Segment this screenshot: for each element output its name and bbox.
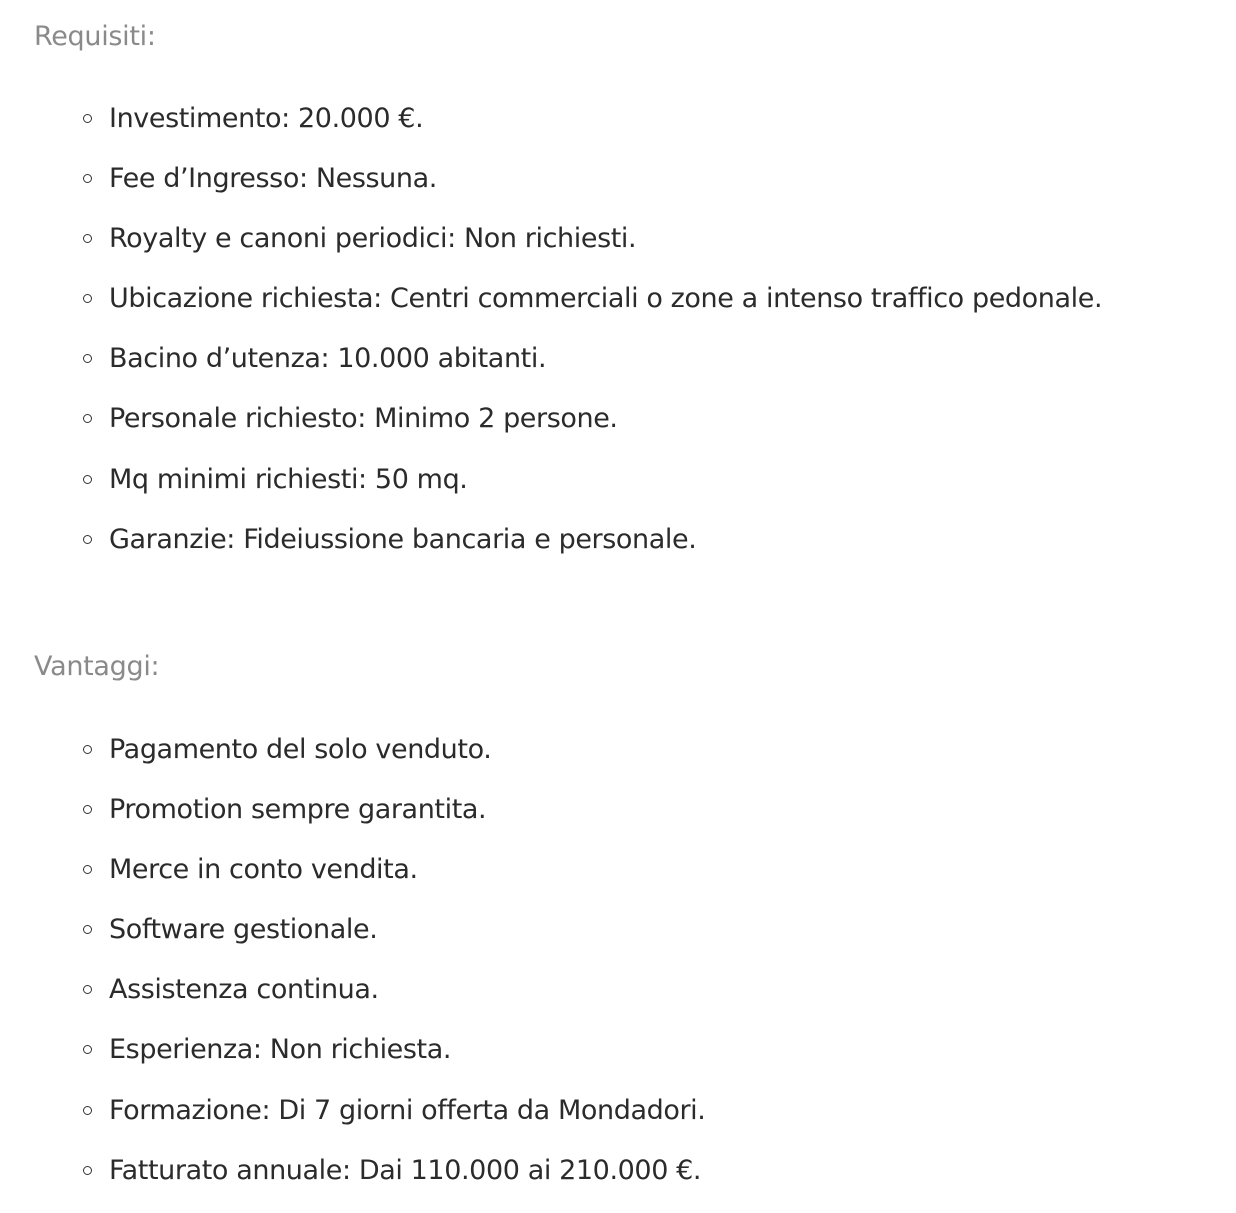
- circle-bullet-icon: [83, 1045, 92, 1054]
- circle-bullet-icon: [83, 294, 92, 303]
- list-item: [0, 401, 1236, 461]
- circle-bullet-icon: [83, 354, 92, 363]
- circle-bullet-icon: [83, 1106, 92, 1115]
- list-item-text: Formazione: Di 7 giorni offerta da Mondadori.: [109, 1094, 706, 1126]
- list-item: [0, 341, 1236, 401]
- list-item: [0, 732, 1236, 792]
- list-item-text: Mq minimi richiesti: 50 mq.: [109, 463, 468, 495]
- list-item: [0, 972, 1236, 1032]
- list-item: [0, 281, 1236, 341]
- list-item: [0, 462, 1236, 522]
- list-item: [0, 792, 1236, 852]
- list-item-text: Software gestionale.: [109, 914, 378, 946]
- circle-bullet-icon: [83, 414, 92, 423]
- list-item-text: Assistenza continua.: [109, 974, 379, 1006]
- list-item-text: Investimento: 20.000 €.: [109, 103, 424, 134]
- requisiti-list: [0, 101, 1236, 582]
- vantaggi-list: [0, 732, 1236, 1213]
- list-item-text: Promotion sempre garantita.: [109, 794, 487, 826]
- list-item: [0, 221, 1236, 281]
- list-item-text: Pagamento del solo venduto.: [109, 734, 492, 765]
- list-item-text: Esperienza: Non richiesta.: [109, 1034, 452, 1066]
- vantaggi-heading: Vantaggi:: [34, 651, 160, 682]
- circle-bullet-icon: [83, 114, 92, 123]
- list-item-text: Royalty e canoni periodici: Non richiesti.: [109, 223, 637, 255]
- list-item-text: Ubicazione richiesta: Centri commerciali o zone a intenso traffico pedonale.: [109, 283, 1103, 315]
- list-item: [0, 101, 1236, 161]
- list-item-text: Bacino d’utenza: 10.000 abitanti.: [109, 343, 547, 375]
- circle-bullet-icon: [83, 985, 92, 994]
- circle-bullet-icon: [83, 475, 92, 484]
- circle-bullet-icon: [83, 174, 92, 183]
- list-item: [0, 522, 1236, 582]
- list-item: [0, 852, 1236, 912]
- circle-bullet-icon: [83, 234, 92, 243]
- list-item-text: Fatturato annuale: Dai 110.000 ai 210.000 €.: [109, 1154, 702, 1186]
- circle-bullet-icon: [83, 805, 92, 814]
- list-item: [0, 1032, 1236, 1092]
- requisiti-heading: Requisiti:: [34, 21, 156, 52]
- list-item: [0, 1093, 1236, 1153]
- circle-bullet-icon: [83, 745, 92, 754]
- list-item-text: Personale richiesto: Minimo 2 persone.: [109, 403, 618, 435]
- list-item: [0, 1153, 1236, 1213]
- list-item: [0, 912, 1236, 972]
- circle-bullet-icon: [83, 925, 92, 934]
- list-item: [0, 161, 1236, 221]
- circle-bullet-icon: [83, 1166, 92, 1175]
- list-item-text: Fee d’Ingresso: Nessuna.: [109, 163, 437, 195]
- list-item-text: Garanzie: Fideiussione bancaria e personale.: [109, 523, 697, 555]
- circle-bullet-icon: [83, 535, 92, 544]
- list-item-text: Merce in conto vendita.: [109, 854, 418, 886]
- circle-bullet-icon: [83, 865, 92, 874]
